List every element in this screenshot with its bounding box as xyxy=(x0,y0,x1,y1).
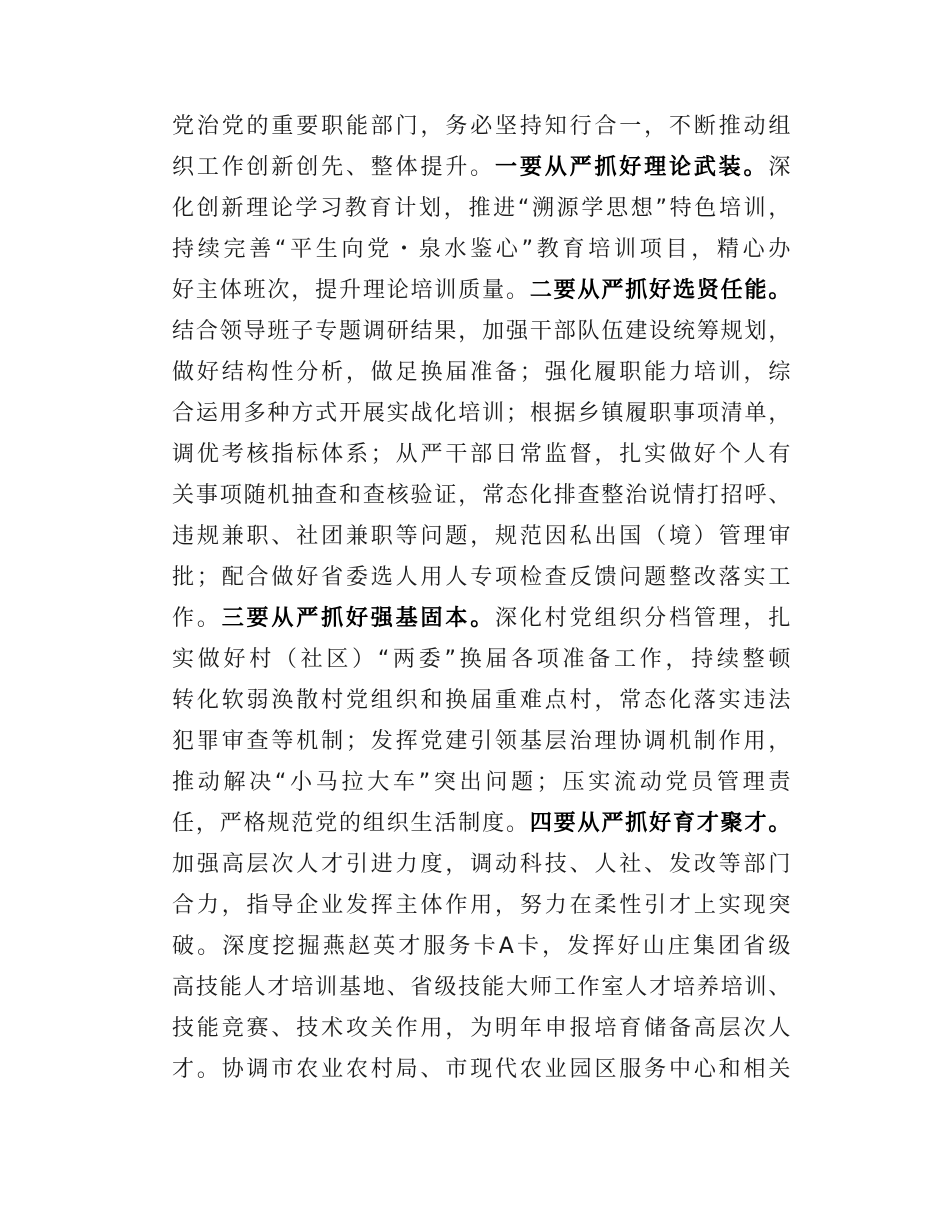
body-text: 调优考核指标体系；从严干部日常监督，扎实做好个人有 xyxy=(172,442,792,467)
text-line xyxy=(172,475,792,516)
body-text: 深 xyxy=(768,155,792,180)
text-line xyxy=(172,721,792,762)
body-text: 转化软弱涣散村党组织和换届重难点村，常态化落实违法 xyxy=(172,688,792,713)
text-line xyxy=(172,967,792,1008)
text-line xyxy=(172,803,792,844)
text-line xyxy=(172,516,792,557)
text-line xyxy=(172,885,792,926)
text-line xyxy=(172,352,792,393)
text-line xyxy=(172,229,792,270)
bold-heading-text: 一要从严抓好理论武装。 xyxy=(495,155,769,180)
text-line xyxy=(172,1008,792,1049)
text-line xyxy=(172,106,792,147)
body-text: 高技能人才培训基地、省级技能大师工作室人才培养培训、 xyxy=(172,975,792,1000)
text-line xyxy=(172,762,792,803)
text-line xyxy=(172,680,792,721)
text-line xyxy=(172,188,792,229)
text-line xyxy=(172,844,792,885)
body-text: 加强高层次人才引进力度，调动科技、人社、发改等部门 xyxy=(172,852,792,877)
body-text: 实做好村（社区）“两委”换届各项准备工作，持续整顿 xyxy=(172,647,792,672)
bold-heading-text: 四要从严抓好育才聚才。 xyxy=(529,811,792,836)
text-line xyxy=(172,598,792,639)
body-text: 持续完善“平生向党・泉水鉴心”教育培训项目，精心办 xyxy=(172,237,792,262)
bold-heading-text: 三要从严抓好强基固本。 xyxy=(221,606,496,631)
body-text: 批；配合做好省委选人用人专项检查反馈问题整改落实工 xyxy=(172,565,792,590)
body-text: 合运用多种方式开展实战化培训；根据乡镇履职事项清单， xyxy=(172,401,792,426)
bold-heading-text: 二要从严抓好选贤任能。 xyxy=(529,278,792,303)
body-text: 作。 xyxy=(172,606,222,631)
body-text: 深化村党组织分档管理，扎 xyxy=(495,606,792,631)
body-text: 好主体班次，提升理论培训质量。 xyxy=(172,278,530,303)
text-line xyxy=(172,926,792,967)
text-line xyxy=(172,557,792,598)
body-text: 犯罪审查等机制；发挥党建引领基层治理协调机制作用， xyxy=(172,729,792,754)
body-text: 党治党的重要职能部门，务必坚持知行合一，不断推动组 xyxy=(172,114,792,139)
body-text: 织工作创新创先、整体提升。 xyxy=(172,155,496,180)
text-line xyxy=(172,1049,792,1090)
body-text: 才。协调市农业农村局、市现代农业园区服务中心和相关 xyxy=(172,1057,792,1082)
body-text: 关事项随机抽查和查核验证，常态化排查整治说情打招呼、 xyxy=(172,483,792,508)
body-text: 任，严格规范党的组织生活制度。 xyxy=(172,811,530,836)
text-line xyxy=(172,270,792,311)
body-text: 化创新理论学习教育计划，推进“溯源学思想”特色培训， xyxy=(172,196,792,221)
body-text: 技能竞赛、技术攻关作用，为明年申报培育储备高层次人 xyxy=(172,1016,792,1041)
body-text: 合力，指导企业发挥主体作用，努力在柔性引才上实现突 xyxy=(172,893,792,918)
body-text: 做好结构性分析，做足换届准备；强化履职能力培训，综 xyxy=(172,360,792,385)
text-line xyxy=(172,311,792,352)
document-body xyxy=(172,106,792,1090)
body-text: 破。深度挖掘燕赵英才服务卡A卡，发挥好山庄集团省级 xyxy=(172,934,792,959)
text-line xyxy=(172,147,792,188)
text-line xyxy=(172,639,792,680)
body-text: 推动解决“小马拉大车”突出问题；压实流动党员管理责 xyxy=(172,770,792,795)
text-line xyxy=(172,434,792,475)
text-line xyxy=(172,393,792,434)
body-text: 违规兼职、社团兼职等问题，规范因私出国（境）管理审 xyxy=(172,524,792,549)
body-text: 结合领导班子专题调研结果，加强干部队伍建设统筹规划， xyxy=(172,319,792,344)
